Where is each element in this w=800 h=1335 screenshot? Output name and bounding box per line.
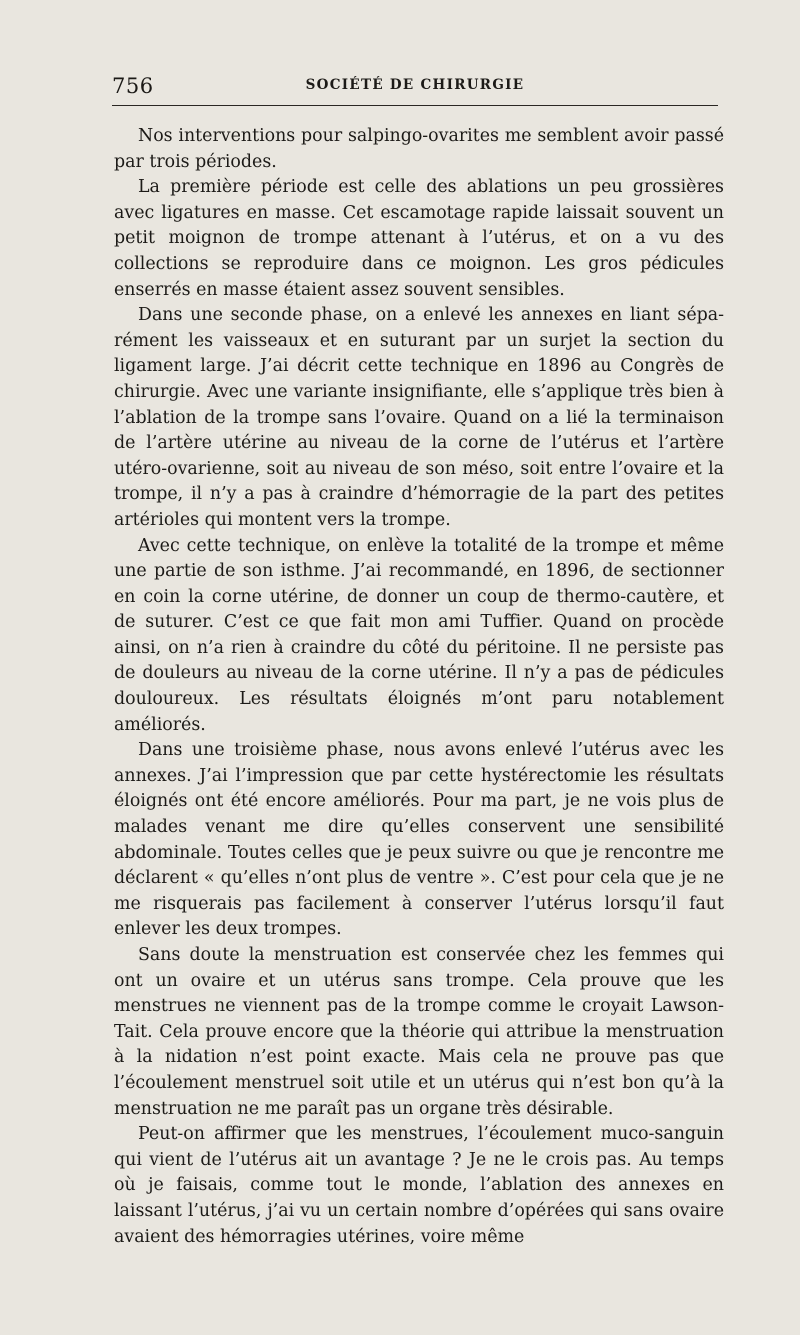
page-header (112, 74, 718, 98)
running-title: SOCIÉTÉ DE CHIRURGIE (305, 77, 525, 93)
paragraph: Peut-on affirmer que les menstrues, l’écoulement muco-sanguin qui vient de l’utérus ait un avantage ? Je ne le crois pas. Au temps où je faisais, comme tout le monde, l’ablation des annexes en laissant l’utérus, j’ai vu un certain nombre d’opérées qui sans ovaire avaient des hémorragies utérines, voire même (114, 1124, 724, 1247)
body-text (114, 124, 724, 1250)
paragraph: Nos interventions pour salpingo-ovarites me semblent avoir passé par trois périodes. (114, 126, 724, 172)
page-number: 756 (112, 74, 154, 98)
paragraph: Sans doute la menstruation est conservée chez les femmes qui ont un ovaire et un utérus sans trompe. Cela prouve que les menstrues ne viennent pas de la trompe comme le croyait Lawson-Tait. Cela prouve encore que la théorie qui attribue la menstruation à la nidation n’est point exacte. Mais cela ne prouve pas que l’écoulement menstruel soit utile et un utérus qui n’est bon qu’à la menstruation ne me paraît pas un organe très désirable. (114, 945, 724, 1119)
paragraph: Dans une troisième phase, nous avons enlevé l’utérus avec les annexes. J’ai l’impression que par cette hystérectomie les résultats éloignés ont été encore améliorés. Pour ma part, je ne vois plus de malades venant me dire qu’elles conservent une sensibilité abdominale. Toutes celles que je peux suivre ou que je rencontre me déclarent « qu’elles n’ont plus de ventre ». C’est pour cela que je ne me risquerais pas facilement à conserver l’utérus lorsqu’il faut enlever les deux trompes. (114, 740, 724, 940)
paragraph: Avec cette technique, on enlève la totalité de la trompe et même une partie de son isthme. J’ai recommandé, en 1896, de sectionner en coin la corne utérine, de donner un coup de thermo-cautère, et de suturer. C’est ce que fait mon ami Tuffier. Quand on procède ainsi, on n’a rien à craindre du côté du péritoine. Il ne persiste pas de douleurs au niveau de la corne utérine. Il n’y a pas de pédicules douloureux. Les résultats éloignés m’ont paru notablement améliorés. (114, 535, 724, 735)
header-rule (112, 105, 718, 106)
paragraph: Dans une seconde phase, on a enlevé les annexes en liant séparément les vaisseaux et en suturant par un surjet la section du ligament large. J’ai décrit cette technique en 1896 au Congrès de chirurgie. Avec une variante insignifiante, elle s’applique très bien à l’ablation de la trompe sans l’ovaire. Quand on a lié la terminaison de l’artère utérine au niveau de la corne de l’utérus et l’artère utéro-ovarienne, soit au niveau de son méso, soit entre l’ovaire et la trompe, il n’y a pas à craindre d’hémorragie de la part des petites artérioles qui montent vers la trompe. (114, 305, 724, 530)
paragraph: La première période est celle des ablations un peu grossières avec ligatures en masse. Cet escamotage rapide laissait souvent un petit moignon de trompe attenant à l’utérus, et on a vu des collections se reproduire dans ce moignon. Les gros pédicules enserrés en masse étaient assez souvent sensibles. (114, 177, 724, 300)
